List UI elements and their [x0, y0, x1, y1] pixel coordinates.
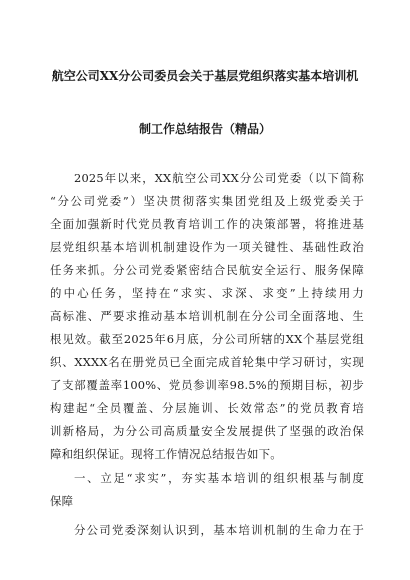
document-title-line-1: 航空公司XX分公司委员会关于基层党组织落实基本培训机 — [51, 69, 359, 83]
paragraph-line: 分公司党委深刻认识到，基本培训机制的生命力在于 — [74, 523, 364, 537]
heading-line: 保障 — [50, 494, 74, 508]
paragraph-line: 的中心任务，坚持在“求实、求深、求变”上持续用力 — [50, 286, 364, 300]
paragraph-line: 障和组织保证。现将工作情况总结报告如下。 — [50, 447, 282, 461]
paragraph-line: 全面加强新时代党员教育培训工作的决策部署，将推进基 — [50, 217, 364, 231]
paragraph-line: 层党组织基本培训机制建设作为一项关键性、基础性政治 — [50, 240, 364, 254]
paragraph-line: 高标准、严要求推动基本培训机制在分公司全面落地、生 — [50, 309, 364, 323]
paragraph-line: 根见效。截至2025年6月底，分公司所辖的XX个基层党组 — [50, 332, 364, 346]
paragraph-line: 2025年以来，XX航空公司XX分公司党委（以下简称 — [74, 171, 364, 185]
paragraph-line: 织、XXXX名在册党员已全面完成首轮集中学习研讨，实现 — [50, 355, 364, 369]
paragraph-line: “分公司党委”）坚决贯彻落实集团党组及上级党委关于 — [50, 194, 364, 208]
paragraph-line: 了支部覆盖率100%、党员参训率98.5%的预期目标，初步 — [50, 378, 364, 392]
heading-line: 一、立足“求实”，夯实基本培训的组织根基与制度 — [74, 471, 364, 485]
paragraph-line: 构建起“全员覆盖、分层施训、长效常态”的党员教育培 — [50, 401, 364, 415]
document-title-line-2: 制工作总结报告（精品） — [138, 122, 271, 136]
paragraph-line: 任务来抓。分公司党委紧密结合民航安全运行、服务保障 — [50, 263, 364, 277]
paragraph-line: 训新格局，为分公司高质量安全发展提供了坚强的政治保 — [50, 424, 364, 438]
